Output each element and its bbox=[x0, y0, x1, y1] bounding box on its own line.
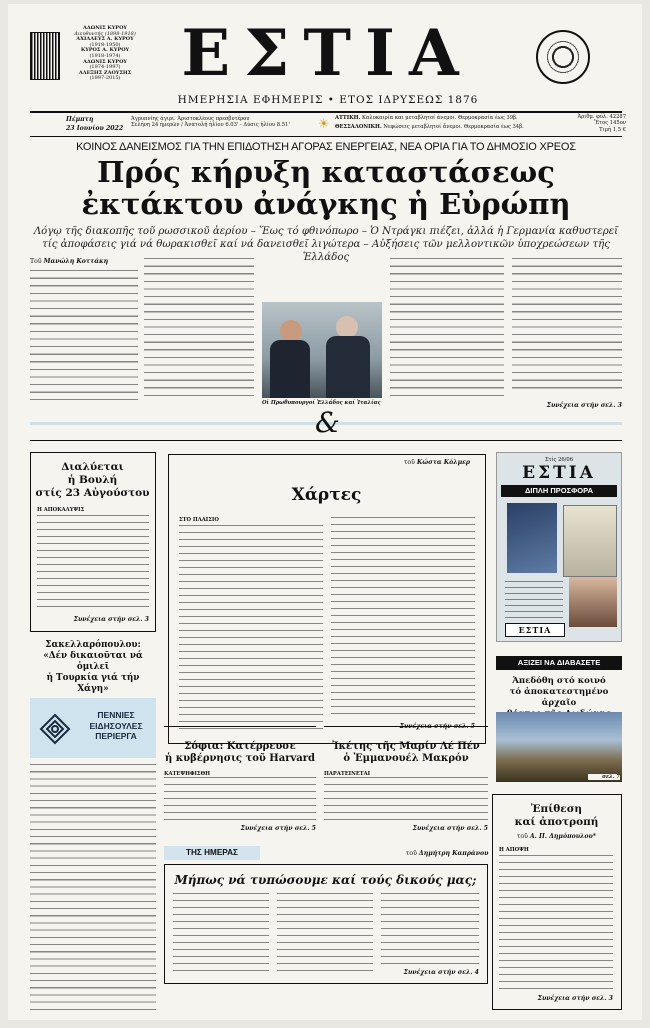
deck-line: Λόγῳ τῆς διακοπῆς τοῦ ρωσσικοῦ ἀερίου – Ἕως τό φθινόπωρο – Ὁ Ντράγκι πιέζει, ἀλλά ἡ Γερμανία καθυστερεῖ bbox=[33, 226, 619, 237]
lead-kicker: ΚΟΙΝΟΣ ΔΑΝΕΙΣΜΟΣ ΓΙΑ ΤΗΝ ΕΠΙΔΟΤΗΣΗ ΑΓΟΡΑΣ ΕΝΕΡΓΕΙΑΣ, ΝΕΑ ΟΡΙΑ ΓΙΑ ΤΟ ΔΗΜΟΣΙΟ ΧΡΕΟΣ bbox=[76, 141, 576, 153]
promo-offer: ΔΙΠΛΗ ΠΡΟΣΦΟΡΑ bbox=[501, 485, 617, 497]
weather-place: ΘΕΣΣΑΛΟΝΙΚΗ. bbox=[335, 124, 382, 131]
day-label: ΤΗΣ ΗΜΕΡΑΣ bbox=[186, 848, 238, 857]
theatre-photo bbox=[496, 712, 622, 782]
day-title: Μήπως νά τυπώσουμε καί τούς δικούς μας; bbox=[174, 873, 477, 887]
epithesi-lead-word: Η ΑΠΟΨΗ bbox=[499, 847, 529, 853]
title-line: τό ἀποκατεστημένο ἀρχαῖο bbox=[509, 687, 609, 708]
lead-column-3 bbox=[390, 258, 504, 400]
masthead-subtitle: ΗΜΕΡΗΣΙΑ ΕΦΗΜΕΡΙΣ • ΕΤΟΣ ΙΔΡΥΣΕΩΣ 1876 bbox=[177, 94, 479, 106]
person-head bbox=[336, 316, 358, 338]
epithesi-continued: Συνέχεια στήν σελ. 3 bbox=[537, 995, 613, 1002]
price: Τιμή 1,5 € bbox=[599, 126, 626, 133]
byline-name: Κώστα Κόλμερ bbox=[416, 459, 471, 466]
title-line: Διαλύεται bbox=[61, 461, 124, 473]
lepen-lead-word: ΠΑΡΑΤΕΙΝΕΤΑΙ bbox=[324, 771, 371, 777]
title-line: ὁ Ἐμμανουέλ Μακρόν bbox=[343, 753, 469, 764]
masthead-title: ΕΣΤΙΑ bbox=[181, 16, 473, 91]
lepen-continued: Συνέχεια στήν σελ. 5 bbox=[412, 825, 488, 833]
label-line: ΕΙΔΗΣΟΥΛΕΣ bbox=[89, 720, 143, 731]
divider bbox=[30, 440, 622, 441]
divider bbox=[30, 136, 622, 137]
reads-page: σελ. 7 bbox=[588, 774, 620, 780]
founder-line: (1997-2015) bbox=[89, 75, 121, 82]
epithesi-byline bbox=[493, 833, 620, 841]
reads-label-box bbox=[496, 656, 622, 670]
lead-continued: Συνέχεια στήν σελ. 3 bbox=[546, 402, 622, 409]
person-body bbox=[270, 340, 310, 398]
issue-year: Ἔτος 145ον bbox=[594, 120, 626, 127]
front-page bbox=[8, 4, 642, 1020]
lepen-text bbox=[324, 777, 488, 825]
saint-info bbox=[131, 116, 311, 129]
epithesi-title bbox=[493, 803, 620, 829]
sun-times: Σελήνη 24 ήμερῶν / Ἀνατολή ἡλίου 6.03' - Δύσις ἡλίου 8.51' bbox=[131, 122, 290, 129]
sakellaropoulou-title bbox=[30, 640, 156, 695]
lepen-article bbox=[324, 726, 488, 843]
weather-text: Νεφώσεις μεταβλητοί ἄνεμοι. Θερμοκρασία έως 34β. bbox=[383, 124, 524, 131]
day-col-1 bbox=[173, 893, 269, 977]
founder-line: ΑΔΩΝΙΣ ΚΥΡΟΥ bbox=[83, 58, 127, 65]
box-continued: Συνέχεια στήν σελ. 3 bbox=[73, 616, 149, 623]
day-label-box bbox=[164, 846, 260, 860]
epithesi-box bbox=[492, 794, 622, 1010]
label-line: ΠΕΝΝΙΕΣ bbox=[97, 710, 135, 720]
headline-line: ἐκτάκτου ἀνάγκης ἡ Εὐρώπη bbox=[81, 187, 571, 221]
byline-prefix: Τοῦ bbox=[30, 258, 42, 265]
weather-place: ΑΤΤΙΚΗ. bbox=[335, 115, 361, 121]
promo-box[interactable] bbox=[496, 452, 622, 642]
founder-line: (1974-1997) bbox=[89, 64, 121, 71]
ampersand-ornament: & bbox=[315, 406, 340, 439]
xartes-box bbox=[168, 454, 486, 744]
lead-column-2 bbox=[144, 258, 254, 400]
byline-prefix: τοῦ bbox=[516, 833, 528, 840]
title-line: Ἰκέτης τῆς Μαρίν Λέ Πέν bbox=[332, 741, 480, 752]
ornament-icon bbox=[38, 712, 72, 746]
deck-line: τίς ἀποφάσεις γιά νά θωρακισθεῖ καί νά δανεισθεῖ λιγώτερα – Αὐξήσεις τῶν μελλοντικῶν ὑποχρεώσεων τῆς Ἑλλάδος bbox=[42, 239, 610, 263]
title-line: στίς 23 Αὐγούστου bbox=[35, 487, 150, 499]
weather-info bbox=[335, 115, 575, 131]
title-line: καί ἀποτροπή bbox=[514, 816, 599, 828]
issue-day: Πέμπτη bbox=[66, 116, 94, 123]
byline-prefix: τοῦ bbox=[404, 459, 415, 466]
title-line: ἡ κυβέρνησις τοῦ Harvard bbox=[164, 753, 316, 764]
barcode bbox=[30, 32, 60, 80]
founder-line: ΑΧΙΛΛΕΥΣ Α. ΚΥΡΟΥ bbox=[76, 36, 134, 43]
xartes-lead-word: ΣΤΟ ΠΛΑΙΣΙΟ bbox=[179, 517, 219, 523]
weather-text: Καλοκαιρία και μεταβλητοί άνεμοι. Θερμοκρασία έως 39β. bbox=[362, 115, 518, 121]
weather-sun-icon: ☀ bbox=[318, 117, 330, 132]
day-byline bbox=[406, 850, 488, 858]
promo-text bbox=[505, 581, 563, 619]
pennies-text bbox=[30, 764, 156, 1014]
byline-name: Μανώλη Κοττάκη bbox=[43, 258, 109, 265]
title-line: Σόφια: Κατέρρευσε bbox=[184, 741, 296, 752]
book-cover bbox=[563, 505, 617, 577]
box-sakellaropoulou bbox=[30, 640, 156, 694]
byline-name: Δημήτρη Καπράνου bbox=[418, 850, 489, 857]
lead-headline bbox=[30, 156, 622, 220]
book-cover bbox=[569, 577, 617, 627]
headline-line: Πρός κήρυξη καταστάσεως bbox=[97, 155, 555, 189]
xartes-col-1 bbox=[179, 525, 323, 731]
founder-line: ΚΥΡΟΣ Α. ΚΥΡΟΥ bbox=[80, 47, 130, 54]
founder-line: (1918-1974) bbox=[89, 52, 121, 59]
day-col-2 bbox=[277, 893, 373, 977]
founder-line: Διευθυντής (1898-1918) bbox=[74, 30, 136, 37]
book-cover bbox=[507, 503, 557, 573]
reads-label: ΑΞΙΖΕΙ ΝΑ ΔΙΑΒΑΣΕΤΕ bbox=[517, 658, 601, 667]
lead-photo bbox=[262, 302, 382, 398]
sofia-title bbox=[164, 741, 316, 765]
person-head bbox=[280, 320, 302, 342]
day-box bbox=[164, 864, 488, 984]
lead-column-4 bbox=[512, 258, 622, 392]
title-line: Ἐπίθεση bbox=[530, 803, 583, 815]
founder-line: (1918-1950) bbox=[89, 41, 121, 48]
box-parliament-title bbox=[31, 461, 154, 500]
title-line: ἡ Βουλή bbox=[67, 474, 118, 486]
saint-line: Άγρυπνίης άγιρι. Άριστοκλέους πρεσβυτέρου bbox=[131, 116, 250, 122]
title-line: Σακελλαρόπουλου: bbox=[45, 640, 141, 650]
divider bbox=[30, 111, 622, 113]
xartes-continued: Συνέχεια στήν σελ. 5 bbox=[399, 723, 475, 730]
issue-meta bbox=[574, 114, 626, 133]
founder-line: ΑΔΩΝΙΣ ΚΥΡΟΥ bbox=[83, 25, 127, 31]
promo-label: Στίς 26/06 bbox=[544, 457, 574, 463]
founder-line: ΑΛΕΞΗΣ ΖΑΟΥΣΗΣ bbox=[78, 69, 132, 76]
issue-date: 23 Ιουνίου 2022 bbox=[66, 125, 124, 132]
byline-prefix: τοῦ bbox=[406, 850, 417, 857]
sofia-lead-word: ΚΑΤΕΨΗΦΙΣΘΗ bbox=[164, 771, 211, 777]
box-pennies bbox=[30, 698, 156, 758]
xartes-col-2 bbox=[331, 517, 475, 717]
box-parliament bbox=[30, 452, 156, 632]
pennies-label bbox=[78, 710, 154, 742]
label-line: ΠΕΡΙΕΡΓΑ bbox=[95, 731, 137, 741]
box-text bbox=[37, 515, 149, 613]
title-line: «Δέν δικαιοῦται νά ὁμιλεῖ bbox=[43, 651, 143, 672]
emblem-seal bbox=[536, 30, 590, 84]
lepen-title bbox=[324, 741, 488, 765]
person-body bbox=[326, 336, 370, 398]
box-lead-word: Η ΑΠΟΚΑΛΥΨΙΣ bbox=[37, 507, 85, 513]
day-col-3 bbox=[381, 893, 479, 967]
title-line: Ἀπεδόθη στό κοινό bbox=[512, 676, 606, 686]
lead-photo-caption: Οἱ Πρωθυπουργοί Ἑλλάδος καί Ἰταλίας bbox=[262, 400, 381, 406]
founders-list bbox=[64, 26, 146, 82]
sofia-continued: Συνέχεια στήν σελ. 5 bbox=[240, 825, 316, 833]
sofia-text bbox=[164, 777, 316, 825]
lead-byline bbox=[30, 258, 108, 266]
issue-number: Ἀριθμ. φύλ. 42287 bbox=[577, 114, 626, 120]
title-line: ἡ Τουρκία γιά τήν Χάγη» bbox=[46, 673, 140, 694]
sofia-article bbox=[164, 726, 316, 843]
lead-column-1 bbox=[30, 270, 138, 400]
day-continued: Συνέχεια στήν σελ. 4 bbox=[403, 969, 479, 976]
byline-name: Α. Π. Δημόπουλου* bbox=[529, 833, 597, 840]
epithesi-text bbox=[499, 855, 613, 991]
promo-foot: ΕΣΤΙΑ bbox=[505, 623, 565, 637]
xartes-title: Χάρτες bbox=[291, 485, 362, 505]
promo-title: ΕΣΤΙΑ bbox=[522, 463, 596, 483]
